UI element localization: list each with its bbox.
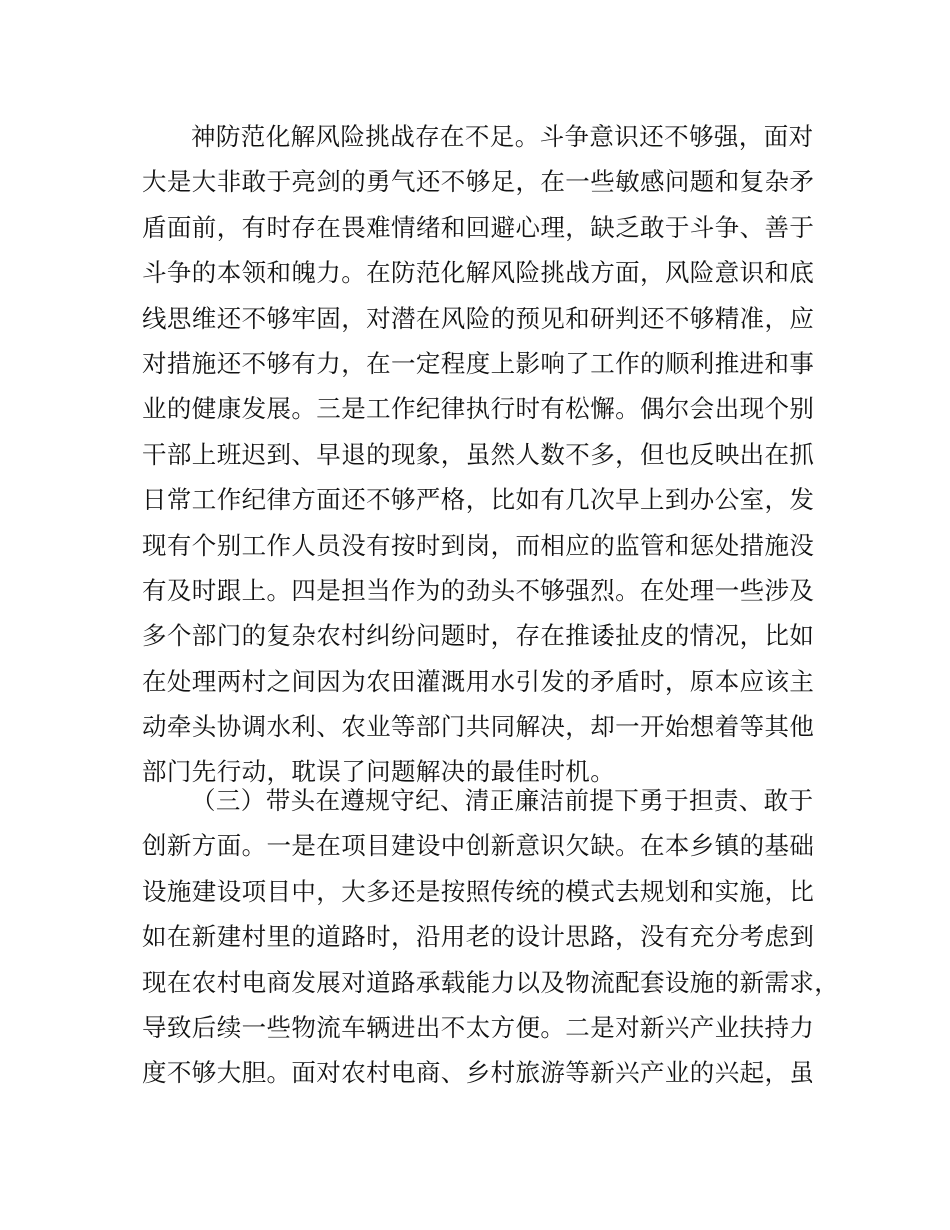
paragraph-line: 线思维还不够牢固，对潜在风险的预见和研判还不够精准，应 — [142, 303, 815, 333]
paragraph-line: 斗争的本领和魄力。在防范化解风险挑战方面，风险意识和底 — [142, 258, 815, 288]
paragraph-line: 设施建设项目中，大多还是按照传统的模式去规划和实施，比 — [142, 876, 815, 906]
paragraph-line: （三）带头在遵规守纪、清正廉洁前提下勇于担责、敢于 — [191, 786, 814, 815]
paragraph-line: 有及时跟上。四是担当作为的劲头不够强烈。在处理一些涉及 — [142, 575, 815, 605]
paragraph-line: 盾面前，有时存在畏难情绪和回避心理，缺乏敢于斗争、善于 — [142, 212, 815, 242]
paragraph-2 — [142, 778, 840, 1096]
paragraph-line: 日常工作纪律方面还不够严格，比如有几次早上到办公室，发 — [142, 485, 815, 515]
paragraph-line: 动牵头协调水利、农业等部门共同解决，却一开始想着等其他 — [142, 712, 815, 742]
paragraph-line: 现在农村电商发展对道路承载能力以及物流配套设施的新需求， — [142, 967, 840, 997]
paragraph-1 — [142, 114, 832, 795]
paragraph-line: 导致后续一些物流车辆进出不太方便。二是对新兴产业扶持力 — [142, 1012, 815, 1042]
paragraph-line: 业的健康发展。三是工作纪律执行时有松懈。偶尔会出现个别 — [142, 394, 815, 424]
paragraph-line: 干部上班迟到、早退的现象，虽然人数不多，但也反映出在抓 — [142, 439, 815, 469]
paragraph-line: 多个部门的复杂农村纠纷问题时，存在推诿扯皮的情况，比如 — [142, 621, 815, 651]
paragraph-line: 在处理两村之间因为农田灌溉用水引发的矛盾时，原本应该主 — [142, 666, 815, 696]
paragraph-line: 如在新建村里的道路时，沿用老的设计思路，没有充分考虑到 — [142, 922, 815, 952]
paragraph-line: 现有个别工作人员没有按时到岗，而相应的监管和惩处措施没 — [142, 530, 815, 560]
paragraph-line: 度不够大胆。面对农村电商、乡村旅游等新兴产业的兴起，虽 — [142, 1058, 815, 1088]
paragraph-line: 创新方面。一是在项目建设中创新意识欠缺。在本乡镇的基础 — [142, 831, 815, 861]
paragraph-line: 对措施还不够有力，在一定程度上影响了工作的顺利推进和事 — [142, 348, 815, 378]
paragraph-line: 部门先行动，耽误了问题解决的最佳时机。 — [142, 757, 616, 787]
paragraph-line: 大是大非敢于亮剑的勇气还不够足，在一些敏感问题和复杂矛 — [142, 167, 815, 197]
paragraph-line: 神防范化解风险挑战存在不足。斗争意识还不够强，面对 — [191, 122, 814, 151]
